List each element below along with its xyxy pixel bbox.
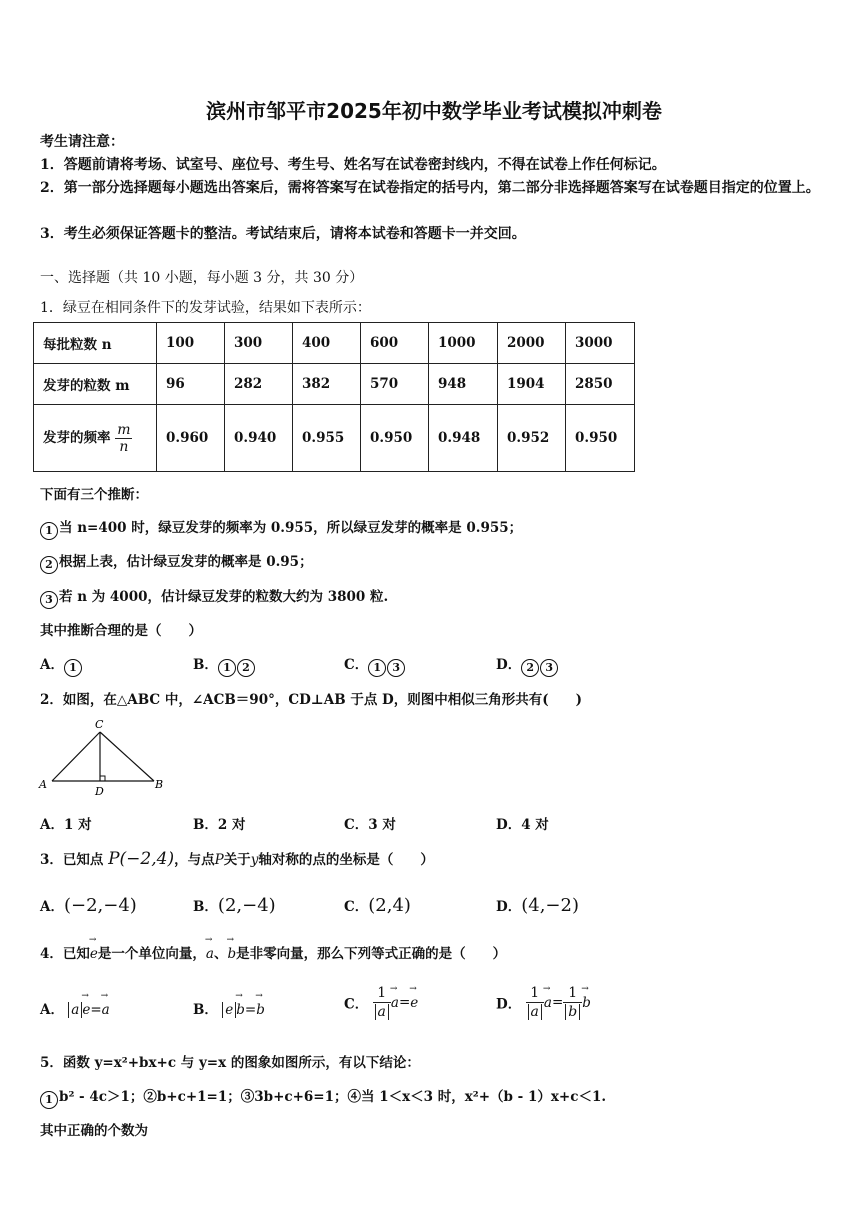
q1-option-b[interactable] — [193, 653, 256, 677]
triangle-figure — [36, 716, 170, 800]
circled-number: 1 — [218, 659, 236, 677]
option-label: A． — [40, 657, 64, 673]
point-expression: P(−2,4) — [108, 849, 175, 869]
q1-option-a[interactable] — [40, 653, 83, 677]
q5-stem: 5．函数 y=x²+bx+c 与 y=x 的图象如图所示，有以下结论： — [40, 1055, 420, 1071]
q1-option-d[interactable] — [496, 653, 559, 677]
q3-option-d[interactable] — [496, 895, 579, 916]
fraction-numerator: 1 — [526, 984, 544, 1003]
statement-text: 当 n=400 时，绿豆发芽的频率为 0.955，所以绿豆发芽的概率是 0.955； — [59, 520, 523, 536]
label-a: A — [39, 778, 47, 791]
vector-e: → e — [82, 1002, 90, 1018]
table-cell: 282 — [225, 364, 293, 405]
right-angle-mark — [100, 776, 105, 781]
abs-e: e — [222, 1002, 236, 1018]
q2-option-a[interactable]: A．1 对 — [40, 817, 92, 833]
q3-option-a[interactable] — [40, 895, 137, 916]
q3-option-c[interactable] — [344, 895, 411, 916]
stem-text: 3．已知点 — [40, 852, 104, 868]
option-label: D． — [496, 899, 522, 915]
fraction-denominator — [373, 1003, 391, 1021]
circled-number: 1 — [40, 1091, 58, 1109]
option-label: B． — [193, 657, 218, 673]
table-row — [34, 364, 635, 405]
circled-number: 3 — [540, 659, 558, 677]
table-cell: 382 — [293, 364, 361, 405]
fraction — [526, 984, 544, 1021]
vector-a: → a — [544, 995, 552, 1011]
table-cell: 0.960 — [157, 405, 225, 472]
q1-statement-1 — [40, 516, 522, 540]
table-cell: 96 — [157, 364, 225, 405]
option-label: A． — [40, 899, 64, 915]
q1-option-c[interactable] — [344, 653, 406, 677]
stem-text: 是一个单位向量， — [97, 946, 206, 962]
circled-number: 1 — [64, 659, 82, 677]
frequency-label: 发芽的频率 — [43, 429, 111, 446]
stem-text: ，与点 — [174, 852, 215, 868]
statement-text: 根据上表，估计绿豆发芽的概率是 0.95； — [59, 554, 313, 570]
side-bc — [100, 732, 154, 781]
option-label: C． — [344, 657, 369, 673]
fraction-numerator: 1 — [563, 984, 582, 1003]
vector-b: → b — [582, 995, 591, 1011]
option-label: C． — [344, 899, 369, 915]
table-row — [34, 405, 635, 472]
circled-number: 2 — [40, 556, 58, 574]
stem-text: 关于 — [223, 852, 251, 868]
q2-option-d[interactable]: D．4 对 — [496, 817, 549, 833]
fraction-denominator — [563, 1003, 582, 1021]
vector-b-term — [582, 995, 591, 1011]
table-cell: 100 — [157, 323, 225, 364]
option-value: (2,4) — [368, 895, 411, 916]
equals-sign: = — [551, 994, 564, 1011]
table-cell: 400 — [293, 323, 361, 364]
section-heading: 一、选择题（共 10 小题，每小题 3 分，共 30 分） — [40, 270, 364, 286]
table-cell: 0.948 — [429, 405, 498, 472]
q1-intro: 下面有三个推断： — [40, 487, 148, 503]
table-cell: 2000 — [498, 323, 566, 364]
abs-b: b — [565, 1004, 580, 1020]
option-label: B． — [193, 899, 218, 915]
table-cell: 3000 — [566, 323, 635, 364]
abs-a: a — [528, 1004, 542, 1020]
abs-a: a — [375, 1004, 389, 1020]
table-cell: 948 — [429, 364, 498, 405]
page-title: 滨州市邹平市2025年初中数学毕业考试模拟冲刺卷 — [206, 99, 662, 123]
option-value: (−2,−4) — [63, 895, 137, 916]
circled-number: 2 — [237, 659, 255, 677]
vector-e: → e — [410, 995, 418, 1011]
m-over-n-fraction — [115, 422, 132, 455]
option-label: B． — [193, 1002, 218, 1018]
vector-a: → a — [206, 946, 214, 962]
q1-stem: 1．绿豆在相同条件下的发芽试验，结果如下表所示： — [40, 300, 371, 316]
q1-statement-3 — [40, 585, 388, 609]
q4-stem — [40, 942, 506, 962]
q3-option-b[interactable] — [193, 895, 276, 916]
table-cell: 570 — [361, 364, 429, 405]
fraction-denominator: n — [119, 438, 129, 455]
equals-sign: = — [90, 1002, 102, 1018]
label-b: B — [155, 778, 164, 791]
table-cell: 300 — [225, 323, 293, 364]
fraction-numerator: m — [117, 421, 131, 438]
expression-rest — [391, 995, 418, 1011]
table-cell: 0.950 — [566, 405, 635, 472]
fraction — [373, 984, 391, 1021]
stem-text: 4．已知 — [40, 946, 90, 962]
q1-statement-2 — [40, 550, 313, 574]
axis-name: y — [250, 852, 259, 868]
circled-number: 3 — [40, 591, 58, 609]
q4-option-b[interactable] — [193, 998, 265, 1018]
stem-text: 轴对称的点的坐标是（ ） — [258, 852, 434, 868]
q2-option-b[interactable]: B．2 对 — [193, 817, 246, 833]
vector-a: → a — [391, 995, 399, 1011]
conclusions-text: b² - 4c＞1；②b+c+1=1；③3b+c+6=1；④当 1＜x＜3 时，x²+（b - 1）x+c＜1. — [59, 1089, 607, 1105]
q5-conclusions — [40, 1085, 606, 1109]
notice-heading: 考生请注意： — [40, 134, 124, 150]
circled-number: 1 — [368, 659, 386, 677]
statement-text: 若 n 为 4000，估计绿豆发芽的粒数大约为 3800 粒. — [59, 589, 389, 605]
vector-a: → a — [102, 1002, 110, 1018]
vector-e: → e — [90, 946, 98, 962]
table-cell: 0.952 — [498, 405, 566, 472]
option-label: D． — [496, 657, 522, 673]
vector-b: → b — [236, 1002, 245, 1018]
option-label: D． — [496, 996, 522, 1013]
label-c: C — [95, 718, 104, 731]
table-cell: 每批粒数 n — [34, 323, 157, 364]
q2-stem: 2．如图，在△ABC 中，∠ACB＝90°，CD⊥AB 于点 D，则图中相似三角形共有( ) — [40, 692, 583, 708]
option-value: (2,−4) — [217, 895, 276, 916]
table-cell: 1904 — [498, 364, 566, 405]
fraction-numerator: 1 — [373, 984, 391, 1003]
stem-text: 是非零向量，那么下列等式正确的是（ ） — [236, 946, 507, 962]
option-label: A． — [40, 1002, 64, 1018]
table-row — [34, 323, 635, 364]
equals-sign: = — [244, 1002, 257, 1018]
q5-question: 其中正确的个数为 — [40, 1123, 148, 1139]
vector-b: → b — [256, 1002, 265, 1018]
table-cell: 600 — [361, 323, 429, 364]
table-cell: 发芽的粒数 m — [34, 364, 157, 405]
option-label: C． — [344, 996, 369, 1013]
abs-a: a — [68, 1002, 82, 1018]
table-cell — [34, 405, 157, 472]
point-name: P — [214, 852, 224, 868]
table-cell: 0.950 — [361, 405, 429, 472]
table-cell: 1000 — [429, 323, 498, 364]
circled-number: 3 — [387, 659, 405, 677]
circled-number: 2 — [521, 659, 539, 677]
q4-option-c[interactable] — [344, 984, 418, 1021]
label-d: D — [95, 785, 104, 798]
q2-option-c[interactable]: C．3 对 — [344, 817, 396, 833]
notice-item-2: 2．第一部分选择题每小题选出答案后，需将答案写在试卷指定的括号内，第二部分非选择题答案写在试卷题目指定的位置上。 — [40, 180, 820, 196]
q3-stem — [40, 848, 434, 869]
circled-number: 1 — [40, 522, 58, 540]
option-value: (4,−2) — [521, 895, 579, 916]
table-cell: 0.940 — [225, 405, 293, 472]
side-ac — [52, 732, 100, 781]
q4-option-a[interactable] — [40, 998, 110, 1018]
q4-option-d[interactable] — [496, 984, 591, 1021]
q1-question: 其中推断合理的是（ ） — [40, 623, 202, 639]
table-cell: 2850 — [566, 364, 635, 405]
separator: 、 — [213, 946, 228, 962]
fraction — [563, 984, 582, 1021]
table-cell: 0.955 — [293, 405, 361, 472]
notice-item-1: 1．答题前请将考场、试室号、座位号、考生号、姓名写在试卷密封线内，不得在试卷上作任何标记。 — [40, 157, 666, 173]
equals-sign: = — [398, 994, 411, 1011]
notice-item-3: 3．考生必须保证答题卡的整洁。考试结束后，请将本试卷和答题卡一并交回。 — [40, 226, 526, 242]
germination-table — [33, 322, 635, 472]
fraction-denominator — [526, 1003, 544, 1021]
vector-b: → b — [227, 946, 236, 962]
vector-a-term — [544, 995, 563, 1011]
